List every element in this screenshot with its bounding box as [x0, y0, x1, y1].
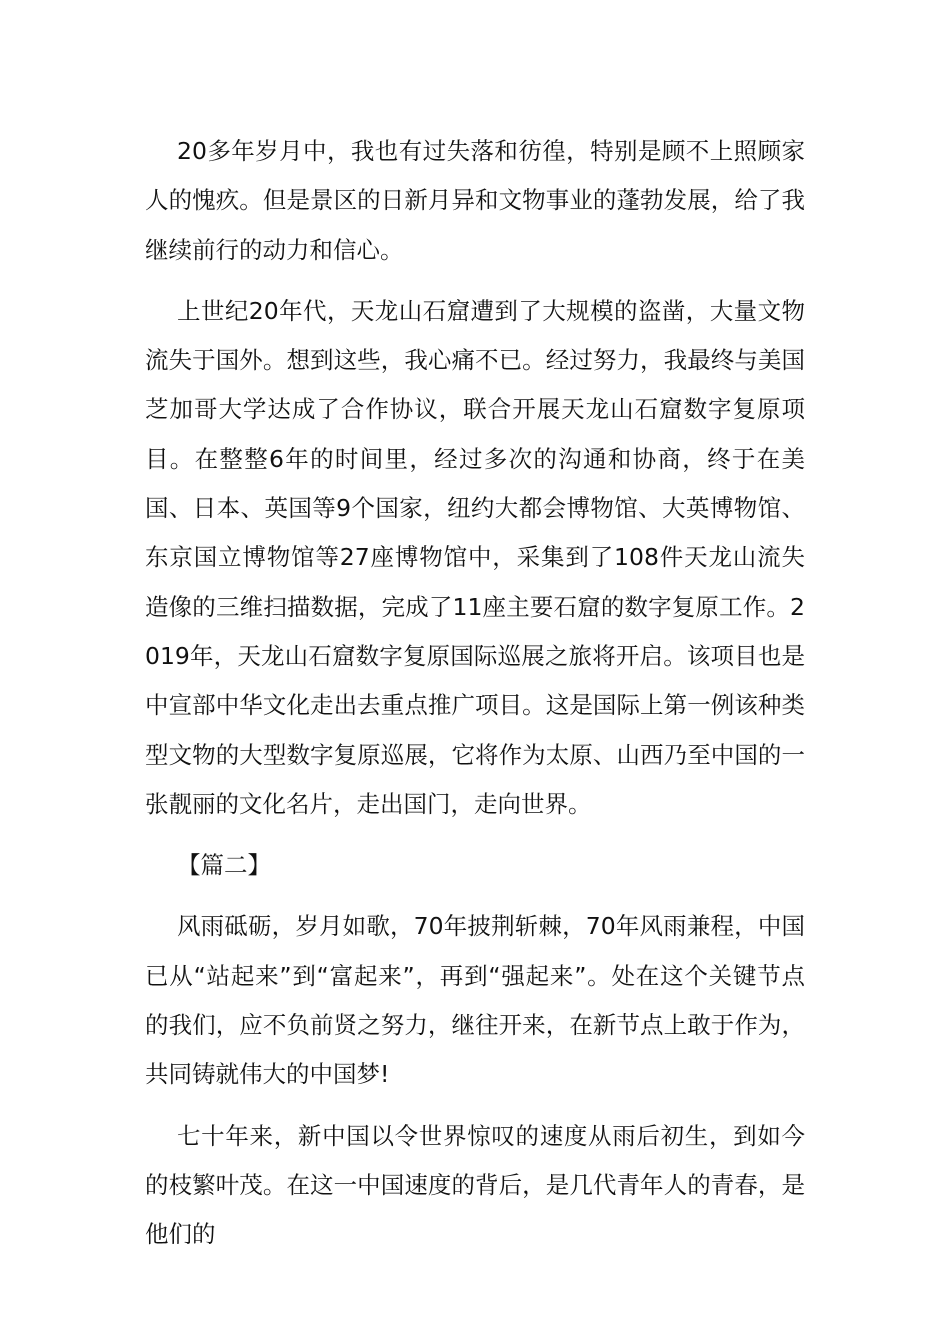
paragraph-4: 七十年来，新中国以令世界惊叹的速度从雨后初生，到如今的枝繁叶茂。在这一中国速度的背后，是几代青年人的青春，是他们的 — [145, 1121, 805, 1249]
document-body — [145, 127, 805, 1272]
section-heading: 【篇二】 — [177, 851, 271, 880]
paragraph-1: 20多年岁月中，我也有过失落和彷徨，特别是顾不上照顾家人的愧疚。但是景区的日新月异和文物事业的蓬勃发展，给了我继续前行的动力和信心。 — [145, 137, 805, 264]
paragraph-3: 风雨砥砺，岁月如歌，70年披荆斩棘，70年风雨兼程，中国已从“站起来”到“富起来”，再到“强起来”。处在这个关键节点的我们，应不负前贤之努力，继往开来，在新节点上敢于作为，共同铸就伟大的中国梦! — [145, 912, 805, 1089]
paragraph-2: 上世纪20年代，天龙山石窟遭到了大规模的盗凿，大量文物流失于国外。想到这些，我心痛不已。经过努力，我最终与美国芝加哥大学达成了合作协议，联合开展天龙山石窟数字复原项目。在整整6年的时间里，经过多次的沟通和协商，终于在美国、日本、英国等9个国家，纽约大都会博物馆、大英博物馆、东京国立博物馆等27座博物馆中，采集到了108件天龙山流失造像的三维扫描数据，完成了11座主要石窟的数字复原工作。2019年，天龙山石窟数字复原国际巡展之旅将开启。该项目也是中宣部中华文化走出去重点推广项目。这是国际上第一例该种类型文物的大型数字复原巡展，它将作为太原、山西乃至中国的一张靓丽的文化名片，走出国门，走向世界。 — [145, 296, 805, 818]
